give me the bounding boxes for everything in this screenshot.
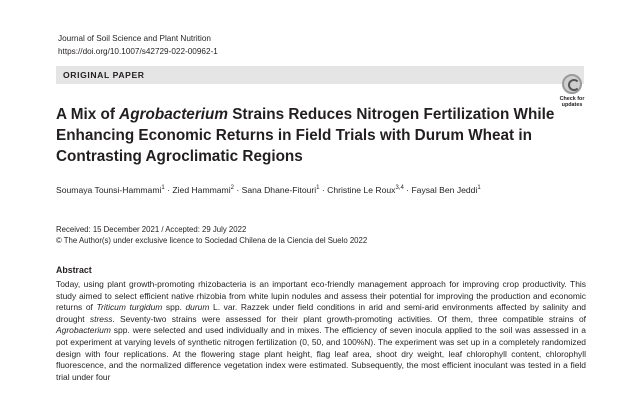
author-list: Soumaya Tounsi-Hammami$^1$ · Zied Hammami$^2$ · Sana Dhane-Fitouri$^1$ · Christine Le Roux$^{3,4}$ · Faysal Ben Jeddi$^1$ <box>56 185 481 195</box>
author-name[interactable]: Zied Hammami <box>172 185 231 195</box>
journal-header <box>58 32 218 58</box>
author-name[interactable]: Soumaya Tounsi-Hammami <box>56 185 162 195</box>
author-name[interactable]: Sana Dhane-Fitouri <box>241 185 317 195</box>
author-name[interactable]: Christine Le Roux <box>327 185 396 195</box>
abstract-text: Today, using plant growth-promoting rhizobacteria is an important eco-friendly management approach for improving crop productivity. This study aimed to select efficient native rhizobia from white lupin nodules and assess their potential for improving the production and economic returns of Triticum turgidum spp. durum L. var. Razzek under field conditions in arid and semi-arid environments affected by salinity and drought stress. Seventy-two strains were assessed for their plant growth-promoting activities. Of them, three compatible strains of Agrobacterium spp. were selected and used individually and in mixes. The efficiency of seven inocula applied to the soil was assessed in a pot experiment at varying levels of synthetic nitrogen fertilization (0, 50, and 100%N). The experiment was set up in a completely randomized design with four replications. At the flowering stage plant height, flag leaf area, shoot dry weight, leaf chlorophyll content, chlorophyll fluorescence, and the normalized difference vegetation index were estimated. Subsequently, the most efficient inoculant was tested in a field trial under four <box>56 279 586 382</box>
article-type-label: ORIGINAL PAPER <box>63 70 145 80</box>
article-title: A Mix of Agrobacterium Strains Reduces Nitrogen Fertilization While Enhancing Economic Returns in Field Trials with Durum Wheat in Contrasting Agroclimatic Regions <box>56 106 555 165</box>
article-type-banner <box>56 66 584 84</box>
check-for-updates-icon <box>562 74 582 94</box>
author-affiliation: 3,4 <box>395 185 404 192</box>
author-name[interactable]: Faysal Ben Jeddi <box>411 185 478 195</box>
author-affiliation: 1 <box>316 185 320 192</box>
doi-link[interactable]: https://doi.org/10.1007/s42729-022-00962-1 <box>58 47 218 56</box>
article-meta <box>56 224 367 246</box>
journal-name: Journal of Soil Science and Plant Nutrition <box>58 34 211 43</box>
author-affiliation: 2 <box>230 185 234 192</box>
check-for-updates-badge[interactable] <box>557 74 587 108</box>
author-affiliation: 1 <box>477 185 481 192</box>
article-dates: Received: 15 December 2021 / Accepted: 29 July 2022 <box>56 225 247 234</box>
author-affiliation: 1 <box>161 185 165 192</box>
check-for-updates-label: Check for updates <box>559 96 585 108</box>
copyright-notice: © The Author(s) under exclusive licence to Sociedad Chilena de la Ciencia del Suelo 2022 <box>56 236 368 245</box>
abstract-heading: Abstract <box>56 265 92 275</box>
